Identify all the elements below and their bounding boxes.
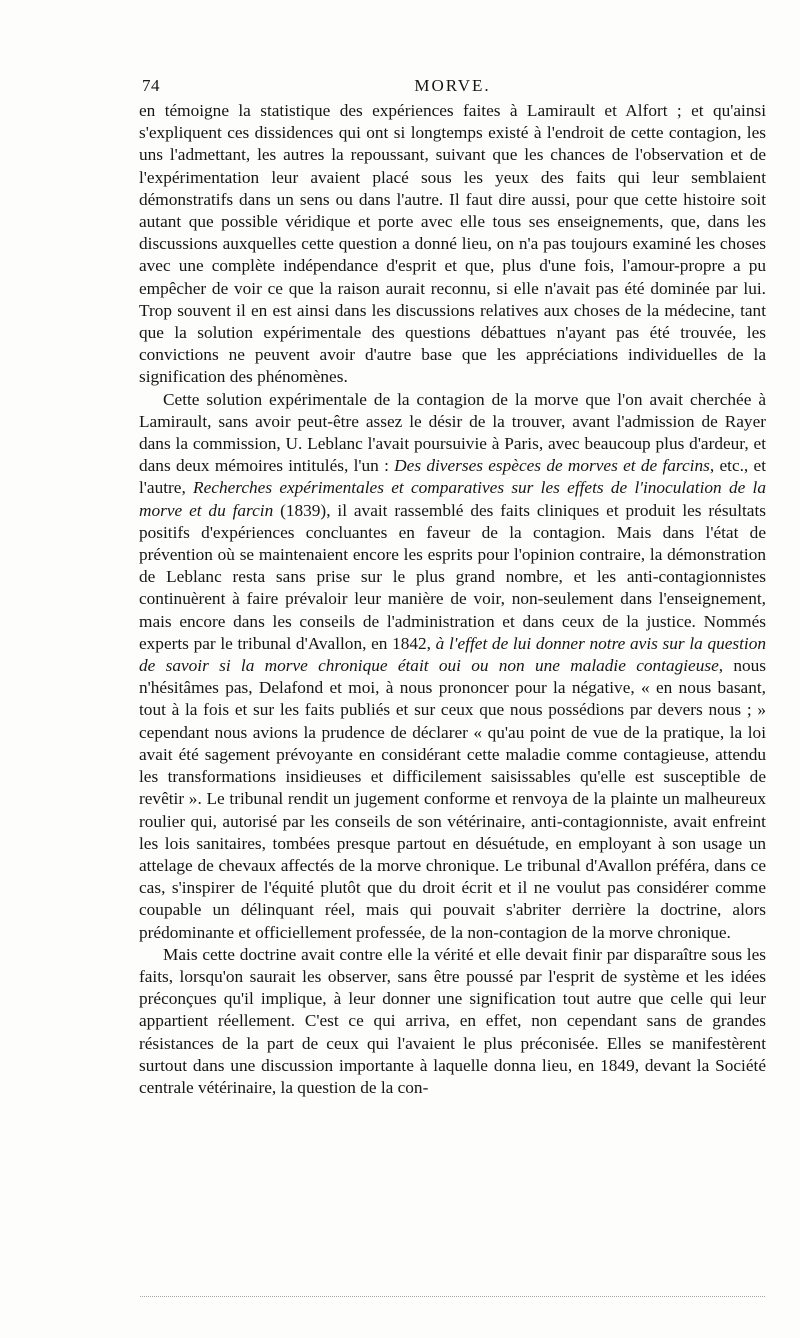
title-des-diverses-especes: Des diverses espèces de morves et de farcins (394, 456, 710, 476)
paragraph-1-text: en témoigne la statistique des expériences faites à Lamirault et Alfort ; et qu'ainsi s'expliquent ces dissidences qui ont si longtemps existé à l'endroit de cette contagion, les uns l'admettant, les autres la repoussant, suivant que les chances de l'observation et de l'expérimentation leur avaient placé sous les yeux des faits qui leur semblaient démonstratifs dans un sens ou dans l'autre. Il faut dire aussi, pour que cette histoire soit autant que possible véridique et porte avec elle tous ses enseignements, que, dans les discussions auxquelles cette question a donné lieu, on n'a pas toujours examiné les choses avec une complète indépendance d'esprit et que, plus d'une fois, l'amour-propre a pu empêcher de voir ce que la raison aurait reconnu, si elle n'avait pas été dominée par lui. Trop souvent il en est ainsi dans les discussions relatives aux choses de la médecine, tant que la solution expérimentale des questions débattues n'ayant pas été trouvée, les convictions ne peuvent avoir d'autre base que les appréciations individuelles de la signification des phénomènes. (139, 101, 766, 387)
paragraph-2-text-3: (1839), il avait rassemblé des faits cliniques et produit les résultats positifs d'expériences concluantes en faveur de la contagion. Mais dans l'état de prévention où se maintenaient encore les esprits pour l'opinion contraire, la démonstration de Leblanc resta sans prise sur le plus grand nombre, et les anti-contagionnistes continuèrent à faire prévaloir leur manière de voir, non-seulement dans l'enseignement, mais encore dans les conseils de l'administration et dans ceux de la justice. Nommés experts par le tribunal d'Avallon, en 1842, (139, 500, 766, 653)
page-header (140, 76, 765, 100)
paragraph-2-text-2: , etc., et l'autre, (139, 456, 767, 498)
paragraph-2 (139, 389, 766, 944)
footer-dotted-rule (140, 1296, 765, 1307)
page-number: 74 (142, 76, 160, 95)
body-text (139, 100, 766, 1099)
paragraph-2-text-4: , nous n'hésitâmes pas, Delafond et moi, à nous prononcer pour la négative, « en nous basant, tout à la fois et sur les faits publiés et sur ceux que nous possédions par devers nous ; » cependant nous avions la prudence de déclarer « qu'au point de vue de la pratique, la loi avait été sagement prévoyante en considérant cette maladie comme contagieuse, attendu les transformations insidieuses et difficilement saisissables qu'elle est susceptible de revêtir ». Le tribunal rendit un jugement conforme et renvoya de la plainte un malheureux roulier qui, autorisé par les conseils de son vétérinaire, anti-contagionniste, avait enfreint les lois sanitaires, tombées presque partout en désuétude, en employant à son usage un attelage de chevaux affectés de la morve chronique. Le tribunal d'Avallon préféra, dans ce cas, s'inspirer de l'équité plutôt que du droit écrit et il ne voulut pas considérer comme coupable un délinquant réel, mais qui pouvait s'abriter derrière la doctrine, alors prédominante et officiellement professée, de la non-contagion de la morve chronique. (139, 656, 766, 942)
quoted-commission-mandate: à l'effet de lui donner notre avis sur la question de savoir si la morve chronique était oui ou non une maladie contagieuse (139, 633, 767, 676)
paragraph-3 (139, 944, 766, 1099)
title-recherches-experimentales: Recherches expérimentales et comparatives sur les effets de l'inoculation de la morve et du farcin (139, 478, 766, 520)
paragraph-1 (139, 100, 766, 389)
running-title: MORVE. (414, 76, 491, 95)
paragraph-2-text-1: Cette solution expérimentale de la contagion de la morve que l'on avait cherchée à Lamirault, sans avoir peut-être assez le désir de la trouver, avant l'admission de Rayer dans la commission, U. Leblanc l'avait poursuivie à Paris, avec beaucoup plus d'ardeur, et dans deux mémoires intitulés, l'un : (139, 389, 766, 476)
paragraph-3-text: Mais cette doctrine avait contre elle la vérité et elle devait finir par disparaître sous les faits, lorsqu'on saurait les observer, sans être poussé par l'esprit de système et les idées préconçues qu'il implique, à leur donner une signification tout autre que celle qui leur appartient réellement. C'est ce qui arriva, en effet, non cependant sans de grandes résistances de la part de ceux qui l'avaient le plus préconisée. Elles se manifestèrent surtout dans une discussion importante à laquelle donna lieu, en 1849, devant la Société centrale vétérinaire, la question de la con- (139, 944, 766, 1097)
